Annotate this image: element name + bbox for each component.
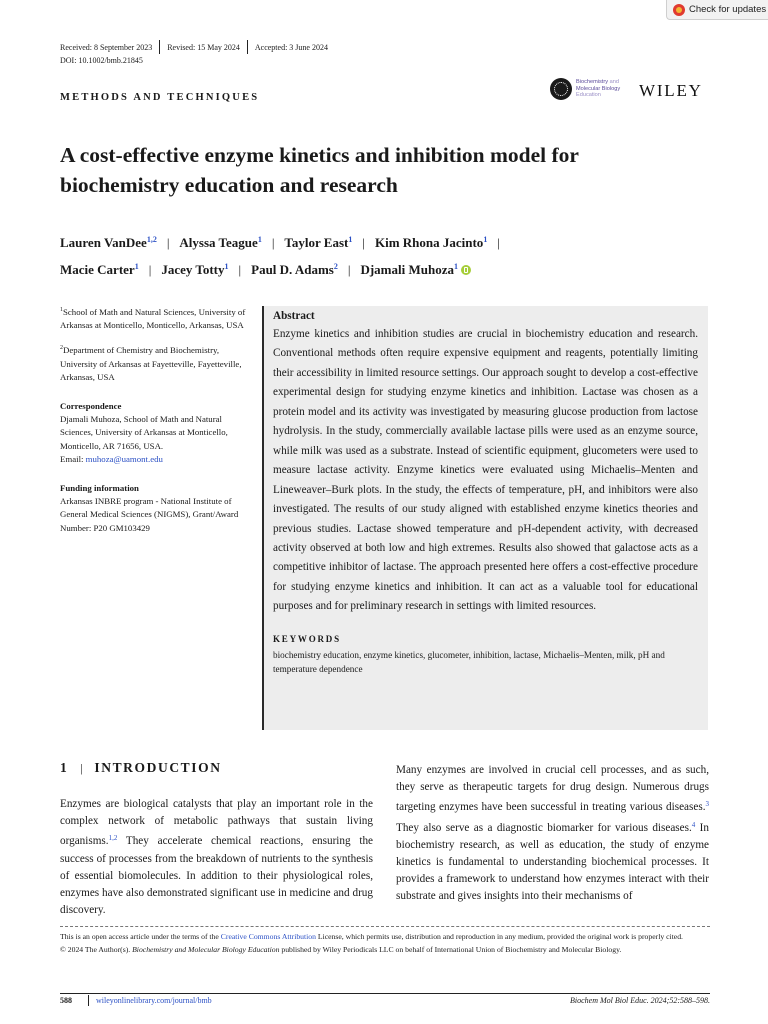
keywords-text: biochemistry education, enzyme kinetics, glucometer, inhibition, lactase, Michaelis–Menten, milk, pH and temperature dependence xyxy=(273,649,665,674)
reference-link[interactable]: 4 xyxy=(691,820,696,829)
author[interactable]: Paul D. Adams$^2$ xyxy=(251,262,338,277)
author-separator: | xyxy=(347,262,351,277)
section-type: METHODS AND TECHNIQUES xyxy=(60,92,260,103)
reference-link[interactable]: 1,2 xyxy=(108,834,118,843)
abstract-box xyxy=(262,306,708,730)
affiliation: $^2$Department of Chemistry and Biochemistry, University of Arkansas at Fayetteville, Fayetteville, Arkansas, USA xyxy=(60,345,242,382)
author[interactable]: Kim Rhona Jacinto$^1$ xyxy=(374,235,488,250)
correspondence-label: Correspondence xyxy=(60,401,122,412)
abstract-text: Enzyme kinetics and inhibition studies are crucial in biochemistry education and research. Conventional methods often require expensive equipment and reagents, potentially limiting their accessibility in limited resource settings. Our approach sought to develop a cost-effective experimental design for studying enzyme kinetics and inhibition. Lactase was chosen as a protein model and its activity was investigated by measuring glucose production from lactose hydrolysis. In the study, commercially available lactase pills were used as an enzyme source, while milk was used as a substrate. Instead of scientific equipment, glucometers were used to measure lactase activity. Enzyme kinetics were evaluated using Michaelis–Menten and Lineweaver–Burk plots. In the study, the effects of temperature, pH, and inhibitors were also investigated. The results of our study aligned with established enzyme kinetics theories and previous studies. Lactase showed temperature and pH-dependent activity, with decreased activity observed at both low and high extremes. Results also showed that galactose acts as a competitive inhibitor of lactase. The approach presented here offers a cost-effective procedure for studying enzyme kinetics and inhibition. It can act as a valuable tool for educational purposes and for preliminary research in settings with limited resources. xyxy=(273,328,698,613)
footer-rule xyxy=(60,993,710,994)
author-separator: | xyxy=(497,235,500,250)
license-notice: This is an open access article under the terms of the Creative Commons Attribution License, which permits use, distribution and reproduction in any medium, provided the original work is properly cited. © 2024 The Author(s). Biochemistry and Molecular Biology Education published by Wiley Periodicals LLC on behalf of International Union of Biochemistry and Molecular Biology. xyxy=(60,932,683,954)
footer-divider xyxy=(88,995,89,1006)
author-list xyxy=(60,228,720,282)
intro-paragraph-col2: Many enzymes are involved in crucial cell processes, and as such, they serve as therapeutic targets for drug design. Numerous drugs targeting enzymes have been successful in treating various diseases.$^3$ They also serve as a diagnostic biomarker for various diseases.$^4$ In biochemistry research, as well as education, the study of enzyme kinetics is fundamental to understanding biochemical processes. It provides a framework to understand how enzymes interact with their substrate and gives insights into their mechanisms of xyxy=(396,764,709,903)
article-history xyxy=(60,40,328,54)
author[interactable]: Macie Carter$^1$ xyxy=(60,262,139,277)
author[interactable]: Lauren VanDee$^{1,2}$ xyxy=(60,235,157,250)
author-separator: | xyxy=(271,235,275,250)
intro-paragraph-col1: Enzymes are biological catalysts that play an important role in the complex network of metabolic pathways that sustain living organisms.$^{1,2}$ They accelerate chemical reactions, ensuring the success of processes from the breakdown of nutrients to the synthesis of essential biomolecules. In addition to their physiological roles, enzymes have also demonstrated significant use in medicine and drug discovery. xyxy=(60,798,373,917)
orcid-icon[interactable] xyxy=(461,265,471,275)
affiliation: $^1$School of Math and Natural Sciences, University of Arkansas at Monticello, Monticello, Arkansas, USA xyxy=(60,307,246,331)
cc-license-link[interactable]: Creative Commons Attribution xyxy=(220,932,316,941)
history-divider xyxy=(247,40,248,54)
reference-link[interactable]: 3 xyxy=(705,800,709,809)
section-separator: | xyxy=(80,760,85,775)
license-divider xyxy=(60,926,710,927)
author-separator: | xyxy=(166,235,170,250)
funding-information xyxy=(60,482,250,535)
correspondence: Correspondence Djamali Muhoza, School of Math and Natural Sciences, University of Arkansas at Monticello, Monticello, AR 71656, USA. Email: muhoza@uamont.edu xyxy=(60,401,228,464)
author[interactable]: Jacey Totty$^1$ xyxy=(161,262,229,277)
keywords-heading: KEYWORDS xyxy=(273,633,341,644)
history-divider xyxy=(159,40,160,54)
author[interactable]: Taylor East$^1$ xyxy=(284,235,353,250)
article-info-column xyxy=(60,304,250,545)
section-number: 1 xyxy=(60,760,69,775)
journal-url-link[interactable]: wileyonlinelibrary.com/journal/bmb xyxy=(96,996,212,1005)
funding-label: Funding information xyxy=(60,483,139,494)
doi: DOI: 10.1002/bmb.21845 xyxy=(60,56,143,65)
journal-citation: Biochem Mol Biol Educ. 2024;52:588–598. xyxy=(570,996,710,1005)
revised-date: Revised: 15 May 2024 xyxy=(167,42,240,52)
check-for-updates-label: Check for updates xyxy=(689,4,767,15)
crossmark-icon xyxy=(673,4,685,16)
iubmb-seal-icon xyxy=(550,78,572,100)
author[interactable]: Djamali Muhoza$^1$ xyxy=(360,262,458,277)
funding-text: Arkansas INBRE program - National Institute of General Medical Sciences (NIGMS), Grant/Award Number: P20 GM103429 xyxy=(60,496,239,533)
author-separator: | xyxy=(148,262,152,277)
introduction-heading xyxy=(60,760,222,776)
journal-logo-text: Biochemistry and Molecular Biology Education xyxy=(576,79,621,99)
accepted-date: Accepted: 3 June 2024 xyxy=(254,42,328,52)
received-date: Received: 8 September 2023 xyxy=(60,42,153,52)
correspondence-text: Djamali Muhoza, School of Math and Natural Sciences, University of Arkansas at Monticello, Monticello, AR 71656, USA. xyxy=(60,414,228,451)
author-separator: | xyxy=(362,235,365,250)
publisher-logo: WILEY xyxy=(639,81,703,100)
journal-logo xyxy=(550,78,620,100)
abstract-heading: Abstract xyxy=(273,310,315,322)
check-for-updates-button[interactable] xyxy=(666,0,768,20)
author-separator: | xyxy=(238,262,242,277)
author[interactable]: Alyssa Teague$^1$ xyxy=(179,235,262,250)
page-number: 588 xyxy=(60,996,72,1005)
email-link[interactable]: muhoza@uamont.edu xyxy=(85,453,163,464)
article-title: A cost-effective enzyme kinetics and inhibition model for biochemistry education and research xyxy=(60,143,579,197)
section-title: INTRODUCTION xyxy=(94,760,222,775)
